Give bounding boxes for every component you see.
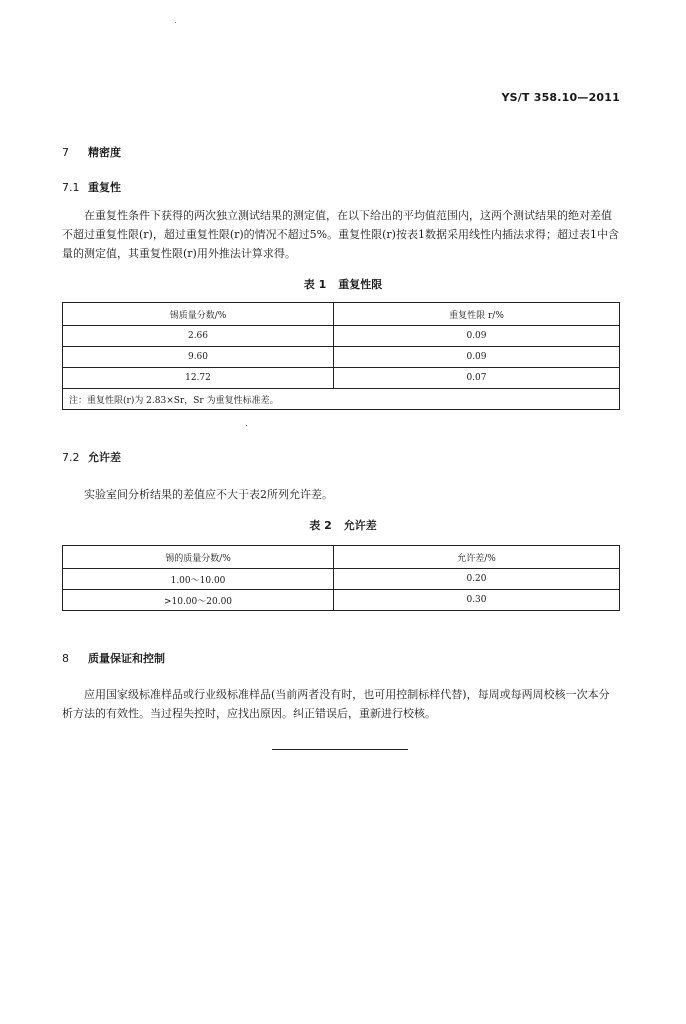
section-title: 重复性 (88, 181, 121, 194)
section-title: 质量保证和控制 (88, 652, 165, 665)
caption-title: 允许差 (343, 519, 377, 532)
table-cell: 0.30 (334, 590, 620, 611)
table-cell: 2.66 (63, 326, 334, 347)
table-2-tolerance (62, 545, 620, 611)
table-1-caption (0, 276, 686, 292)
caption-number: 表 2 (309, 519, 332, 532)
table-2-caption (0, 517, 686, 533)
section-number: 8 (62, 652, 69, 665)
scan-speck (175, 22, 176, 23)
caption-title: 重复性限 (338, 278, 383, 291)
section-number: 7.1 (62, 181, 80, 194)
section-8-paragraph: 应用国家级标准样品或行业级标准样品(当前两者没有时，也可用控制标样代替)，每周或每两周校核一次本分析方法的有效性。当过程失控时，应找出原因。纠正错误后，重新进行校核。 (62, 688, 610, 720)
table-cell: 0.09 (334, 326, 620, 347)
table-row (63, 326, 620, 347)
column-header: 重复性限 r/% (334, 303, 620, 326)
caption-number: 表 1 (303, 278, 327, 291)
section-number: 7.2 (62, 451, 80, 464)
table-header-row (63, 303, 620, 326)
section-7-2-heading (62, 449, 121, 465)
end-of-document-rule (272, 749, 408, 750)
table-row (63, 590, 620, 611)
table-cell: 0.09 (334, 347, 620, 368)
table-cell: 0.20 (334, 569, 620, 590)
table-note-row (63, 389, 620, 410)
table-cell: 9.60 (63, 347, 334, 368)
table-cell: 1.00～10.00 (63, 569, 334, 590)
section-8-heading (62, 650, 165, 666)
table-row (63, 347, 620, 368)
section-7-2-paragraph: 实验室间分析结果的差值应不大于表2所列允许差。 (84, 488, 333, 501)
table-note: 注：重复性限(r)为 2.83×Sr，Sr 为重复性标准差。 (63, 389, 620, 410)
standard-code: YS/T 358.10—2011 (501, 91, 620, 104)
section-title: 精密度 (88, 146, 121, 159)
table-cell: >10.00～20.00 (63, 590, 334, 611)
section-title: 允许差 (88, 451, 121, 464)
scan-speck (246, 425, 247, 426)
section-7-1-paragraph: 在重复性条件下获得的两次独立测试结果的测定值，在以下给出的平均值范围内，这两个测试结果的绝对差值不超过重复性限(r)，超过重复性限(r)的情况不超过5%。重复性限(r)按表1数据采用线性内插法求得；超过表1中含量的测定值，其重复性限(r)用外推法计算求得。 (62, 209, 619, 260)
table-row (63, 368, 620, 389)
table-cell: 12.72 (63, 368, 334, 389)
section-7-heading (62, 144, 121, 160)
column-header: 锡的质量分数/% (63, 546, 334, 569)
section-7-1-heading (62, 179, 121, 195)
table-cell: 0.07 (334, 368, 620, 389)
column-header: 允许差/% (334, 546, 620, 569)
table-header-row (63, 546, 620, 569)
column-header: 锡质量分数/% (63, 303, 334, 326)
table-1-repeatability (62, 302, 620, 410)
table-row (63, 569, 620, 590)
section-number: 7 (62, 146, 69, 159)
